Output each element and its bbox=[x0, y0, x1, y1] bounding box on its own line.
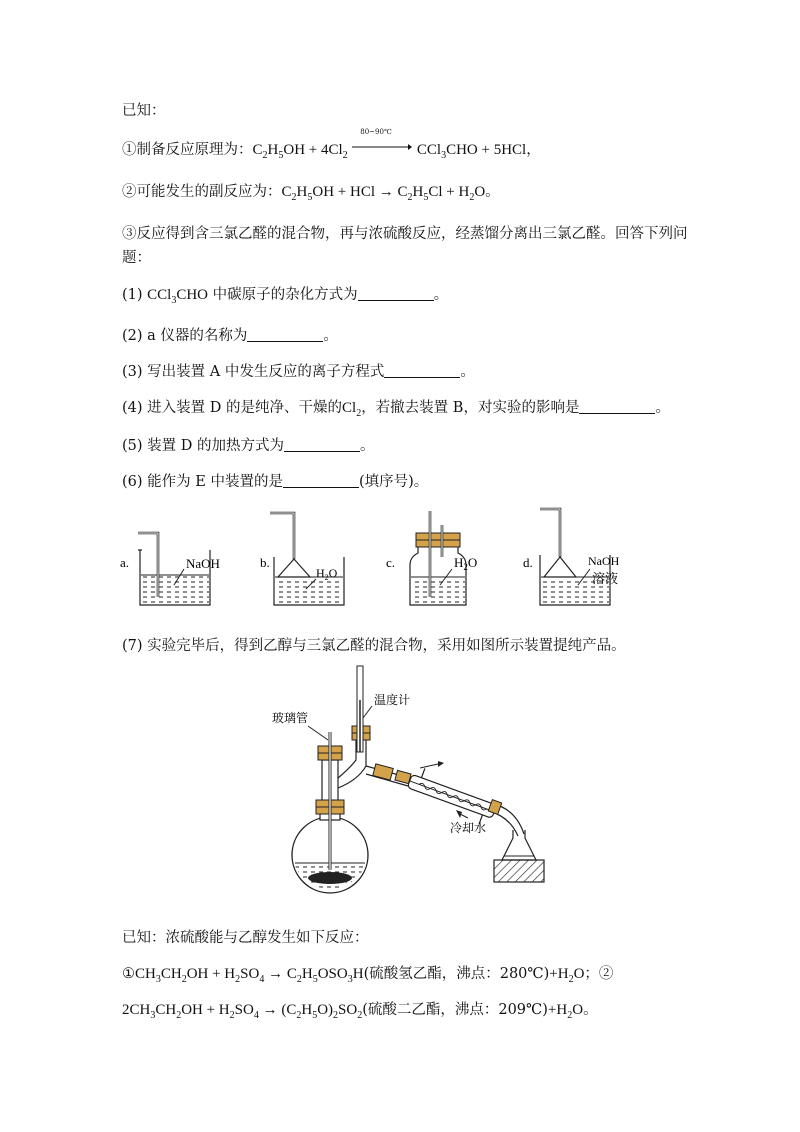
reaction-arrow: 80~90℃ bbox=[352, 139, 412, 153]
svg-text:H2O: $H_2O$ bbox=[454, 555, 478, 572]
side-reaction: ②可能发生的副反应为：$C_2H_5OH$ + HCl → $C_2H_5Cl + H_2O$。 bbox=[122, 184, 500, 203]
known-2: 已知：浓硫酸能与乙醇发生如下反应： bbox=[122, 930, 369, 946]
question-6: (6) 能作为 E 中装置的是 (填序号)。 bbox=[122, 474, 429, 490]
question-1: (1) CCl$_3$CHO 中碳原子的杂化方式为 。 bbox=[122, 287, 449, 306]
option-d[interactable] bbox=[523, 509, 620, 605]
question-2: (2) a 仪器的名称为 。 bbox=[122, 328, 338, 344]
absorber-options-figure bbox=[118, 505, 678, 615]
option-a-letter: a. bbox=[120, 555, 130, 570]
answer-blank-1[interactable] bbox=[358, 286, 434, 301]
option-c-letter: c. bbox=[386, 555, 396, 570]
intro-known: 已知： bbox=[122, 103, 166, 119]
note-3-line-1: ③反应得到含三氯乙醛的混合物，再与浓硫酸反应，经蒸馏分离出三氯乙醛。回答下列问 bbox=[122, 226, 688, 242]
option-d-letter: d. bbox=[523, 555, 533, 570]
option-b[interactable] bbox=[260, 513, 344, 605]
condenser bbox=[404, 765, 500, 828]
answer-blank-6[interactable] bbox=[283, 473, 359, 488]
reaction-1: $①CH_3CH_2OH + H_2SO_4 \to C_2H_5OSO_3H$(硫酸氢乙酯，沸点：$280℃)+H_2O$；② bbox=[122, 966, 614, 985]
glass-tube-label: 玻璃管 bbox=[272, 711, 309, 725]
option-c[interactable] bbox=[386, 511, 477, 605]
question-3: (3) 写出装置 A 中发生反应的离子方程式 。 bbox=[122, 364, 475, 380]
thermometer-label: 温度计 bbox=[374, 693, 411, 707]
option-d-label2: 溶液 bbox=[592, 571, 619, 586]
option-a-label: NaOH bbox=[186, 556, 220, 571]
note-3-line-2: 题： bbox=[122, 250, 151, 266]
answer-blank-2[interactable] bbox=[247, 327, 323, 342]
cooling-water-label: 冷却水 bbox=[450, 821, 487, 835]
boiling-chips bbox=[308, 872, 352, 884]
option-d-label: NaOH bbox=[588, 554, 620, 568]
answer-blank-5[interactable] bbox=[284, 437, 360, 452]
question-7: (7) 实验完毕后，得到乙醇与三氯乙醛的混合物，采用如图所示装置提纯产品。 bbox=[122, 638, 626, 654]
question-5: (5) 装置 D 的加热方式为 。 bbox=[122, 438, 375, 454]
answer-blank-4[interactable] bbox=[579, 399, 655, 414]
answer-blank-3[interactable] bbox=[384, 363, 460, 378]
question-4: (4) 进入装置 D 的是纯净、干燥的$Cl_2$，若撤去装置 B，对实验的影响是 。 bbox=[122, 400, 670, 419]
reaction-2: $2CH_3CH_2OH + H_2SO_4 \to (C_2H_5O)_2SO_2$(硫酸二乙酯，沸点：$209℃)+H_2O$。 bbox=[122, 1002, 598, 1021]
reaction-principle: ①制备反应原理为：$C_2H_5OH + 4Cl_2$ 80~90℃ CCl$_3$CHO + 5HCl， bbox=[122, 128, 541, 161]
option-a[interactable] bbox=[120, 533, 220, 605]
option-b-letter: b. bbox=[260, 555, 270, 570]
svg-text:H2O: $H_2O$ bbox=[316, 566, 338, 582]
distillation-apparatus-figure bbox=[270, 660, 570, 900]
support-block bbox=[494, 860, 544, 882]
